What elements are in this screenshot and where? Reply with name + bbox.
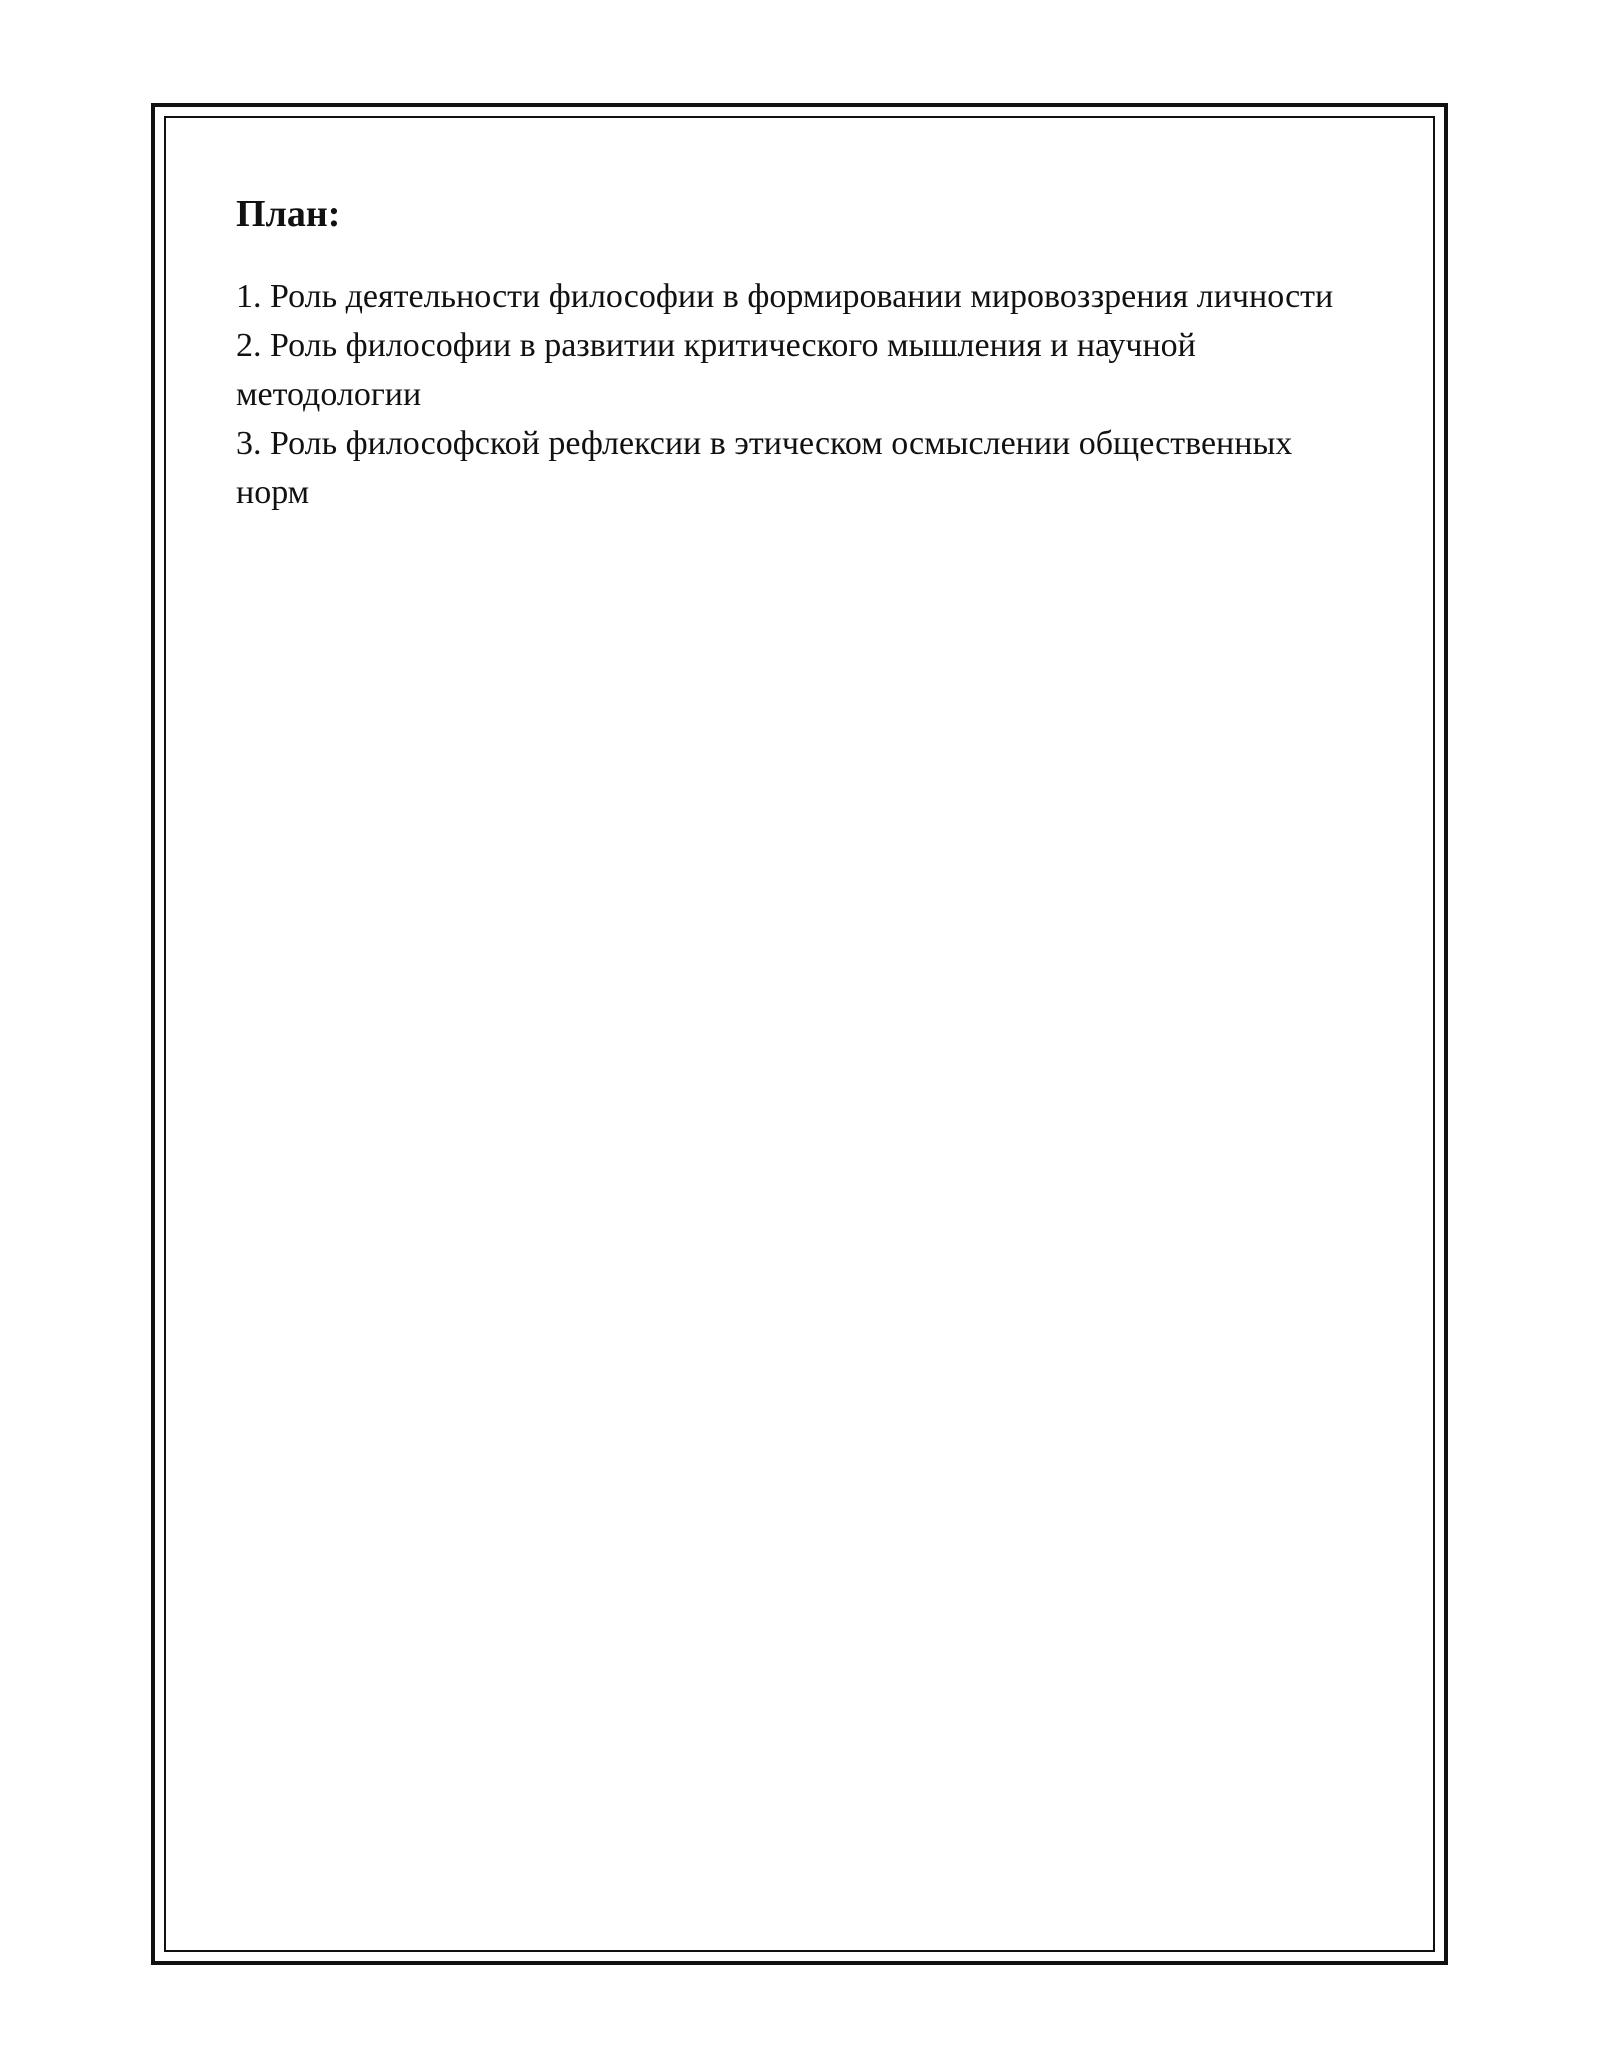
plan-item-2: 2. Роль философии в развитии критического мышления и научной методологии xyxy=(236,327,1196,413)
plan-heading: План: xyxy=(236,193,341,235)
page-content xyxy=(236,186,1356,517)
plan-item-1: 1. Роль деятельности философии в формировании мировоззрения личности xyxy=(236,278,1334,315)
plan-item-3: 3. Роль философской рефлексии в этическом осмыслении общественных норм xyxy=(236,425,1293,511)
plan-list xyxy=(236,272,1356,517)
